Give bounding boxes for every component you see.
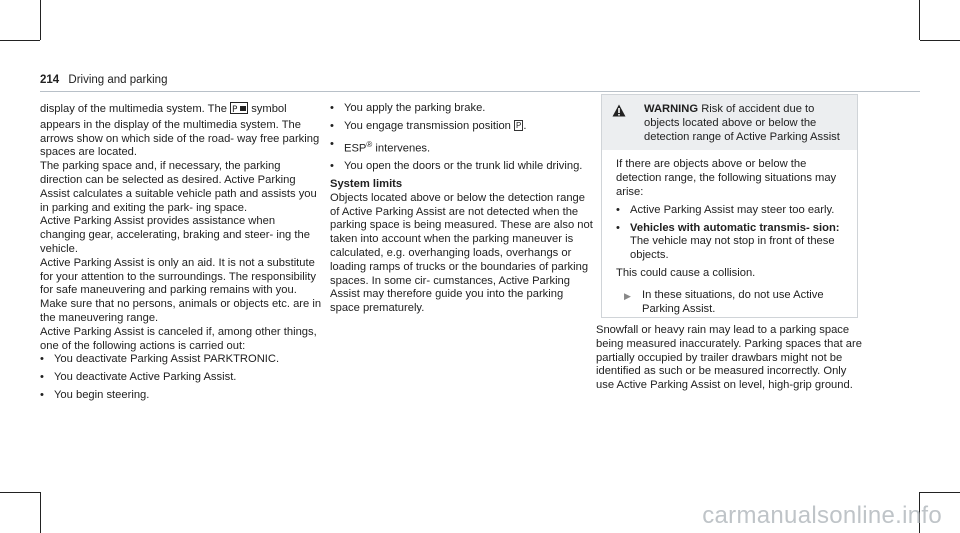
crop-mark xyxy=(0,40,40,41)
gear-p-key: P xyxy=(516,120,522,130)
bullet: • xyxy=(330,102,334,114)
bullet: • xyxy=(40,371,44,384)
paragraph: Objects located above or below the detection range of Active Parking Assist are not detected when the parking space is being measured. These are also not taken into account when the parking maneuver is calculated, e.g. overhanging loads, overhangs or loading ramps of trucks or the boundaries of parking spaces. In some cir- cumstances, Active Parking Assist may therefore guide you into the parking space prematurely. xyxy=(330,191,593,315)
action-step: ▶ In these situations, do not use Active Parking Assist. xyxy=(624,288,824,315)
svg-text:P: P xyxy=(232,105,238,114)
warning-body xyxy=(602,150,857,316)
crop-mark xyxy=(40,492,41,533)
watermark: carmanualsonline.info xyxy=(702,502,942,529)
section-heading: System limits xyxy=(330,177,403,190)
list-item: • You deactivate Parking Assist PARKTRONIC. xyxy=(40,353,280,366)
paragraph: Snowfall or heavy rain may lead to a parking space being measured inaccurately. Parking spaces that are partially occupied by trailer drawbars might not be identified as such or be measured incorrectly. Only use Active Parking Assist on level, high-grip ground. xyxy=(596,324,862,392)
paragraph: display of the multimedia system. The P symbol appears in the display of the multimedia system. The arrows show on which side of the road- way free parking spaces are located. xyxy=(40,103,320,159)
warning-box xyxy=(601,94,858,318)
bullet: • xyxy=(330,137,334,150)
list-item: • You deactivate Active Parking Assist. xyxy=(40,371,237,384)
bullet: • xyxy=(40,353,44,366)
bullet: • xyxy=(616,221,620,234)
paragraph: Active Parking Assist is only an aid. It is not a substitute for your attention to the surroundings. The responsibility for safe maneuvering and parking remains with you. Make sure that no persons, animals or objects etc. are in the maneuvering range. xyxy=(40,256,322,324)
paragraph: Active Parking Assist is canceled if, among other things, one of the following actions is carried out: xyxy=(40,325,317,352)
list-item: • You begin steering. xyxy=(40,388,150,401)
bullet: • xyxy=(330,119,334,132)
paragraph: This could cause a collision. xyxy=(616,266,756,279)
list-item: • You apply the parking brake. xyxy=(330,102,486,114)
bullet: • xyxy=(616,203,620,216)
parking-icon xyxy=(230,102,248,119)
column-left xyxy=(40,102,322,407)
bullet: • xyxy=(330,160,334,173)
crop-mark xyxy=(920,492,960,493)
list-item: • Vehicles with automatic transmis- sion: The vehicle may not stop in front of these objects. xyxy=(616,221,840,262)
warning-header: WARNING Risk of accident due to objects located above or below the detection range of Active Parking Assist xyxy=(602,95,857,150)
crop-mark xyxy=(0,492,40,493)
list-item: • You open the doors or the trunk lid while driving. xyxy=(330,160,583,173)
crop-mark xyxy=(40,0,41,40)
warning-label: WARNING xyxy=(644,103,699,115)
list-item: • Active Parking Assist may steer too early. xyxy=(616,203,835,216)
crop-mark xyxy=(919,0,920,40)
section-title: Driving and parking xyxy=(68,74,168,86)
list-item: • ESP® intervenes. xyxy=(330,137,431,155)
paragraph: If there are objects above or below the detection range, the following situations may arise: xyxy=(616,158,837,198)
column-middle xyxy=(330,102,594,316)
page-header xyxy=(40,74,167,86)
warning-icon xyxy=(612,104,626,122)
list-item: • You engage transmission position P . xyxy=(330,119,527,132)
crop-mark xyxy=(920,40,960,41)
header-rule xyxy=(40,91,920,92)
page-number: 214 xyxy=(40,74,60,86)
paragraph: The parking space and, if necessary, the parking direction can be selected as desired. Active Parking Assist calculates a suitable vehicle path and assists you in parking and exiting the park- ing space. xyxy=(40,160,317,214)
bullet: • xyxy=(40,388,44,401)
paragraph: Active Parking Assist provides assistance when changing gear, accelerating, braking and steer- ing the vehicle. xyxy=(40,215,310,255)
arrow-right-icon: ▶ xyxy=(624,290,631,301)
